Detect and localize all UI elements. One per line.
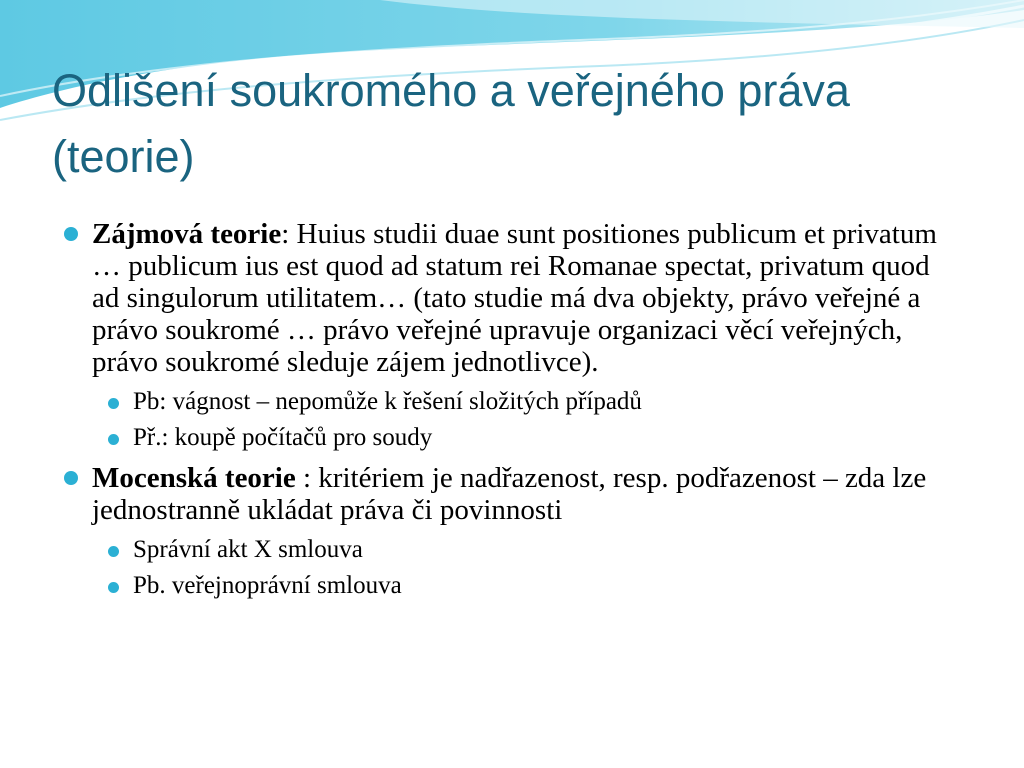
- bullet-dot-icon: [64, 227, 78, 241]
- bullet-text: : Huius studii duae sunt positiones publicum et privatum … publicum ius est quod ad statum rei Romanae spectat, privatum quod ad singulorum utilitatem… (tato studie má dva objekty, právo veřejné a právo soukromé … právo veřejné upravuje organizaci věcí veřejných, právo soukromé sleduje zájem jednotlivce).: [92, 218, 937, 378]
- slide-title: Odlišení soukromého a veřejného práva (teorie): [52, 65, 850, 182]
- sub-bullet: [62, 420, 962, 456]
- sub-bullet-text: Pb: vágnost – nepomůže k řešení složitých případů: [133, 388, 642, 415]
- bullet-dot-icon: [64, 471, 78, 485]
- slide-content: [62, 218, 962, 610]
- sub-bullet-text: Př.: koupě počítačů pro soudy: [133, 424, 433, 451]
- bullet-dot-icon: [108, 434, 119, 445]
- sub-bullet: [62, 384, 962, 420]
- bullet-term: Zájmová teorie: [92, 218, 282, 250]
- bullet-dot-icon: [108, 546, 119, 557]
- sub-bullet-text: Správní akt X smlouva: [133, 536, 363, 563]
- bullet-dot-icon: [108, 398, 119, 409]
- sub-list: [62, 384, 962, 456]
- sub-bullet-text: Pb. veřejnoprávní smlouva: [133, 572, 402, 599]
- bullet-text: : kritériem je nadřazenost, resp. podřazenost – zda lze jednostranně ukládat práva či povinnosti: [92, 462, 927, 526]
- bullet-term: Mocenská teorie: [92, 462, 296, 494]
- sub-bullet: [62, 568, 962, 604]
- sub-bullet: [62, 532, 962, 568]
- bullet-interest-theory: [62, 218, 962, 378]
- sub-list: [62, 532, 962, 604]
- bullet-power-theory: [62, 462, 962, 526]
- bullet-dot-icon: [108, 582, 119, 593]
